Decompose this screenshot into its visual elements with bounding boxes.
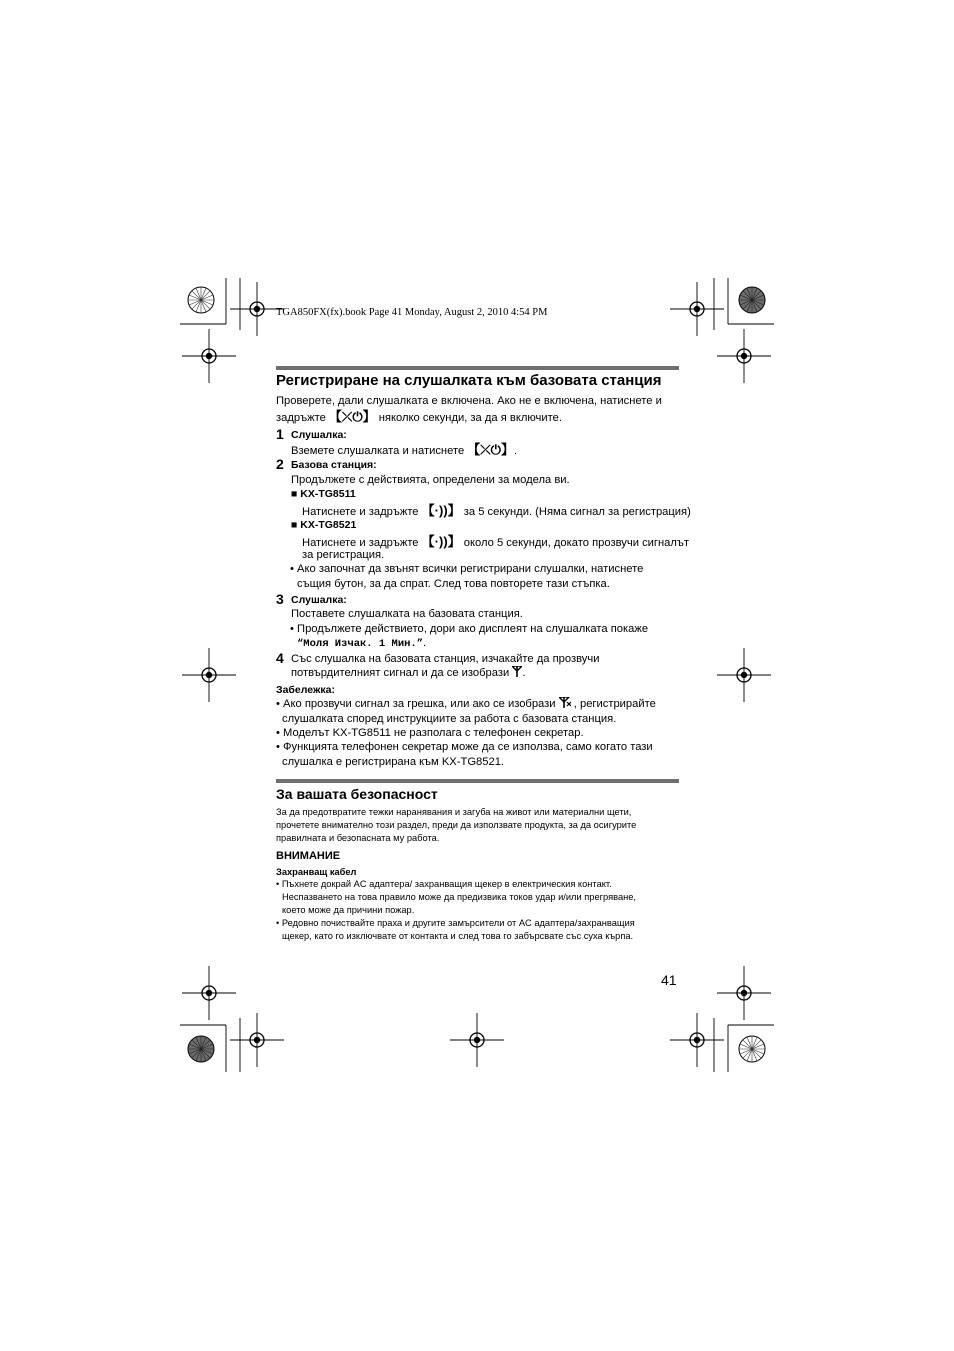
step2-note-1: • Ако започнат да звънят всички регистрирани слушалки, натиснете: [290, 563, 644, 575]
registration-target-icon: [188, 1036, 214, 1062]
note-3b: слушалка е регистрирана към KX-TG8521.: [282, 756, 505, 768]
step4-text-2: потвърдителният сигнал и да се изобрази .: [291, 667, 526, 679]
model-b-text: Натиснете и задръжте 【·))】 около 5 секунди, докато прозвучи сигналът: [302, 534, 690, 549]
warning-heading: ВНИМАНИЕ: [276, 850, 341, 862]
step-number: 4: [276, 650, 284, 666]
safety-bullet-1b: Неспазването на това правило може да предизвика токов удар и/или прегряване,: [282, 892, 637, 902]
step3-display-text: “Моля Изчак. 1 Мин.”.: [297, 637, 427, 650]
locator-key-icon: 【·))】: [421, 534, 461, 549]
crop-mark-icon: [670, 1013, 724, 1067]
step4-text-1: Със слушалка на базовата станция, изчакайте да прозвучи: [291, 653, 600, 665]
crop-mark-icon: [182, 966, 236, 1020]
power-off-key-icon: 【⤫⏻】: [328, 409, 376, 424]
section-title-registration: Регистриране на слушалката към базовата станция: [276, 372, 662, 389]
crop-mark-icon: [717, 648, 771, 702]
safety-intro-3: правилната и безопасната му работа.: [276, 833, 440, 843]
note-1a: • Ако прозвучи сигнал за грешка, или ако се изобрази , регистрирайте: [276, 698, 656, 710]
registration-target-icon: [739, 1036, 765, 1062]
crop-mark-icon: [717, 329, 771, 383]
power-cord-subhead: Захранващ кабел: [276, 867, 357, 877]
safety-bullet-2b: щекер, като го изключвате от контакта и след това го забърсвате със суха кърпа.: [282, 931, 634, 941]
model-heading: ■ KX-TG8511: [291, 488, 356, 500]
antenna-icon: [512, 666, 522, 677]
safety-bullet-1a: • Пъхнете докрай AC адаптера/ захранващия щекер в електрическия контакт.: [276, 879, 612, 889]
locator-key-icon: 【·))】: [421, 503, 461, 518]
section-rule: [276, 366, 679, 370]
section-rule: [276, 779, 679, 783]
intro-line-2: задръжте 【⤫⏻】 няколко секунди, за да я включите.: [276, 409, 562, 424]
crop-mark-icon: [182, 648, 236, 702]
step3-note: • Продължете действието, дори ако дисплеят на слушалката покаже: [290, 623, 649, 635]
step1-text: Вземете слушалката и натиснете 【⤫⏻】.: [291, 442, 518, 457]
step-number: 3: [276, 591, 284, 607]
safety-bullet-1c: което може да причини пожар.: [282, 905, 415, 915]
crop-mark-icon: [182, 329, 236, 383]
crop-mark-icon: [450, 1013, 504, 1067]
safety-intro-1: За да предотвратите тежки наранявания и загуба на живот или материални щети,: [276, 807, 632, 817]
safety-bullet-2a: • Редовно почиствайте праха и другите замърсители от AC адаптера/захранващия: [276, 918, 635, 928]
step1-label: Слушалка:: [291, 429, 347, 441]
note-2: • Моделът KX-TG8511 не разполага с телефонен секретар.: [276, 727, 584, 739]
intro-line-1: Проверете, дали слушалката е включена. Ако не е включена, натиснете и: [276, 395, 662, 407]
safety-intro-2: прочетете внимателно този раздел, преди да използвате продукта, за да осигурите: [276, 820, 637, 830]
step-number: 2: [276, 456, 284, 472]
antenna-icon: [559, 697, 571, 708]
step3-label: Слушалка:: [291, 594, 347, 606]
step2-text: Продължете с действията, определени за модела ви.: [291, 474, 570, 486]
registration-target-icon: [739, 287, 765, 313]
step3-text: Поставете слушалката на базовата станция.: [291, 608, 523, 620]
note-3a: • Функцията телефонен секретар може да се използва, само когато тази: [276, 741, 653, 753]
crop-mark-icon: [717, 966, 771, 1020]
page-number: 41: [661, 972, 677, 988]
book-header-line: TGA850FX(fx).book Page 41 Monday, August 2, 2010 4:54 PM: [276, 307, 548, 318]
model-b-text-2: за регистрация.: [302, 549, 385, 561]
note-label: Забележка:: [276, 684, 336, 696]
crop-mark-icon: [230, 1013, 284, 1067]
step2-note-2: същия бутон, за да спрат. След това повторете тази стъпка.: [297, 578, 610, 590]
step2-label: Базова станция:: [291, 459, 377, 471]
crop-mark-icon: [670, 282, 724, 336]
model-heading: ■ KX-TG8521: [291, 519, 357, 531]
note-1b: слушалката според инструкциите за работа с базовата станция.: [282, 713, 617, 725]
model-a-text: Натиснете и задръжте 【·))】 за 5 секунди. (Няма сигнал за регистрация): [302, 503, 691, 518]
registration-target-icon: [188, 287, 214, 313]
step-number: 1: [276, 426, 284, 442]
power-off-key-icon: 【⤫⏻】: [467, 442, 514, 457]
section-title-safety: За вашата безопасност: [276, 786, 438, 802]
display-message: “Моля Изчак. 1 Мин.”: [297, 638, 424, 650]
